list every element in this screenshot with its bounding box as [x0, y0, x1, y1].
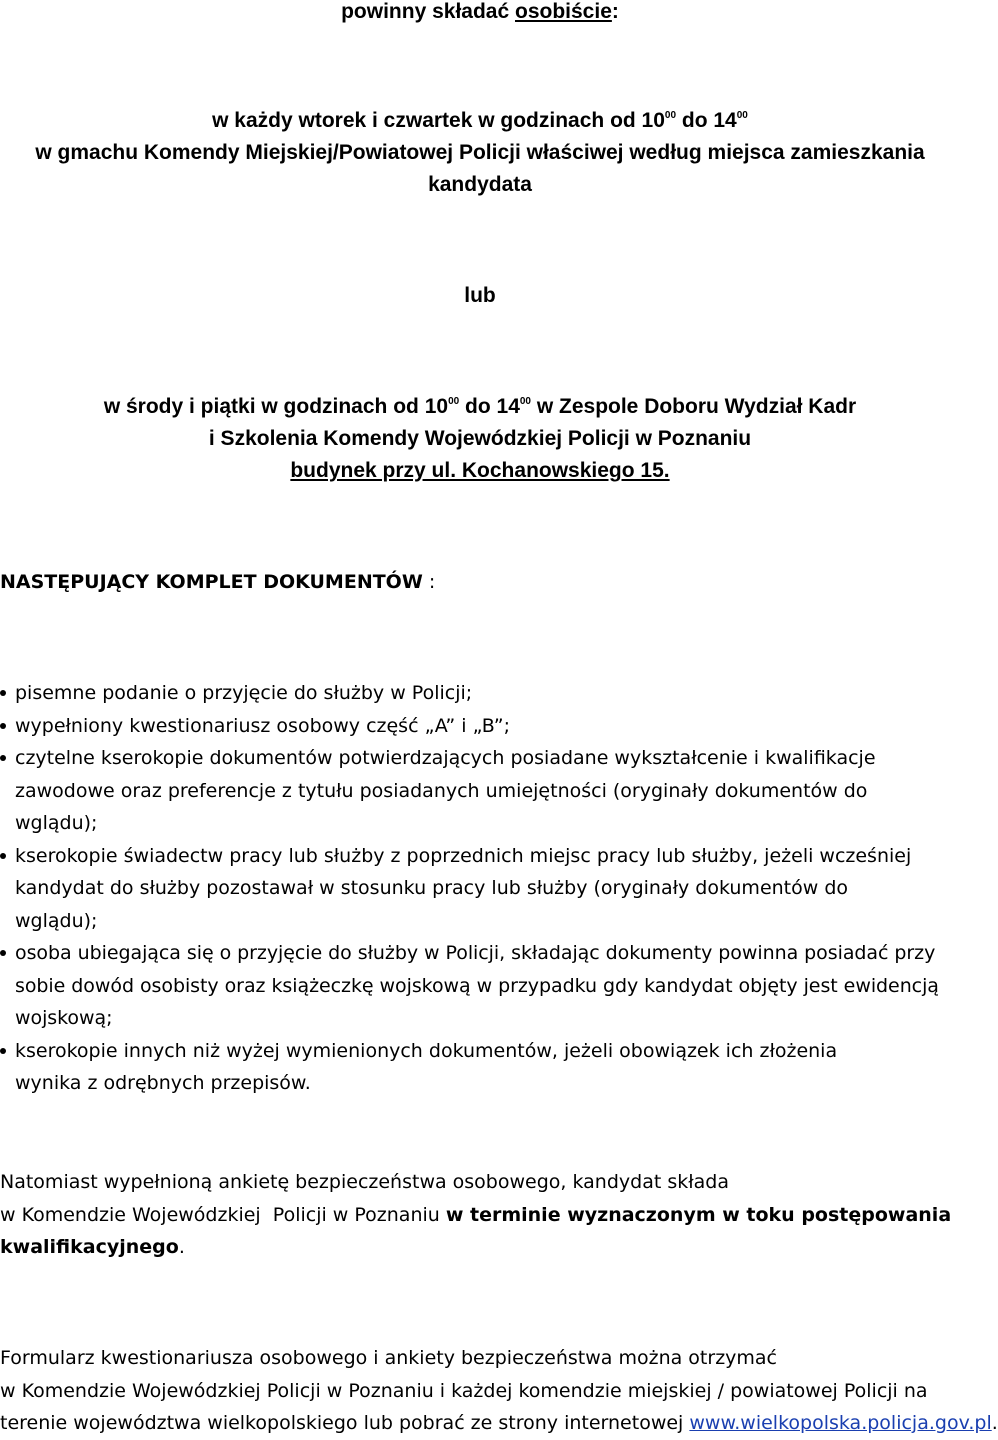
bullet-icon	[0, 950, 6, 956]
schedule-1-time-text: w każdy wtorek i czwartek w godzinach od 10	[212, 109, 665, 132]
list-item	[0, 840, 960, 938]
security-form-bold-text: w terminie wyznaczonym w toku postępowania	[445, 1203, 952, 1226]
security-form-bold-end: kwalifikacyjnego	[0, 1236, 179, 1258]
forms-info-paragraph	[0, 1342, 998, 1440]
list-item-text: czytelne kserokopie dokumentów potwierdzających posiadane wykształcenie i kwalifikacje zawodowe oraz preferencje z tytułu posiadanych umiejętności (oryginały dokumentów do wglądu);	[15, 747, 876, 834]
schedule-1-sup-2: 00	[736, 110, 748, 121]
bullet-icon	[0, 1048, 6, 1054]
website-link[interactable]: www.wielkopolska.policja.gov.pl	[689, 1412, 992, 1434]
security-form-normal-text: w Komendzie Wojewódzkiej Policji w Poznaniu	[0, 1203, 446, 1226]
forms-info-line-2: w Komendzie Wojewódzkiej Policji w Poznaniu i każdej komendzie miejskiej / powiatowej Policji na	[0, 1379, 928, 1402]
list-item	[0, 937, 960, 1035]
list-item-text: kserokopie świadectw pracy lub służby z poprzednich miejsc pracy lub służby, jeżeli wcześniej kandydat do służby pozostawał w stosunku pracy lub służby (oryginały dokumentów do wglądu);	[15, 844, 912, 932]
schedule-1-sup-1: 00	[664, 110, 677, 121]
bullet-icon	[0, 723, 6, 729]
security-form-paragraph	[0, 1166, 960, 1264]
schedule-2-line-1	[0, 391, 960, 423]
intro-underlined-text: osobiście	[515, 0, 612, 23]
bullet-icon	[0, 690, 6, 696]
forms-info-text: terenie województwa wielkopolskiego lub pobrać ze strony internetowej	[0, 1412, 690, 1434]
schedule-1-time-text-2: do 14	[676, 109, 737, 132]
address-text: budynek przy ul. Kochanowskiego 15.	[290, 459, 670, 482]
security-form-line-1: Natomiast wypełnioną ankietę bezpieczeństwa osobowego, kandydat składa	[0, 1171, 729, 1193]
schedule-2-sup-1: 00	[448, 396, 460, 407]
schedule-2-location-text: w Zespole Doboru Wydział Kadr	[531, 395, 857, 418]
schedule-2-time-text: w środy i piątki w godzinach od 10	[103, 395, 449, 418]
intro-colon: :	[611, 0, 619, 23]
forms-info-line-3	[0, 1407, 998, 1440]
list-item-text: kserokopie innych niż wyżej wymienionych dokumentów, jeżeli obowiązek ich złożenia wynika z odrębnych przepisów.	[15, 1039, 838, 1094]
forms-info-line-1: Formularz kwestionariusza osobowego i ankiety bezpieczeństwa można otrzymać	[0, 1347, 778, 1369]
bullet-icon	[0, 755, 6, 761]
list-item-text: osoba ubiegająca się o przyjęcie do służby w Policji, składając dokumenty powinna posiadać przy sobie dowód osobisty oraz książeczkę wojskową w przypadku gdy kandydat objęty jest ewidencją wojskową;	[15, 942, 939, 1029]
documents-list	[0, 677, 960, 1100]
forms-info-period: .	[991, 1412, 998, 1434]
schedule-2-line-2: i Szkolenia Komendy Wojewódzkiej Policji w Poznaniu	[208, 427, 752, 450]
documents-heading	[0, 566, 435, 599]
documents-heading-suffix: :	[422, 571, 436, 593]
list-item-text: pisemne podanie o przyjęcie do służby w Policji;	[15, 682, 473, 704]
security-form-period: .	[178, 1236, 185, 1258]
security-form-line-3	[0, 1231, 960, 1264]
intro-text: powinny składać	[341, 0, 515, 23]
list-item	[0, 710, 960, 743]
bullet-icon	[0, 853, 6, 859]
schedule-2-time-text-2: do 14	[459, 395, 520, 418]
list-item-text: wypełniony kwestionariusz osobowy część „A” i „B”;	[15, 714, 511, 737]
schedule-2-sup-2: 00	[519, 396, 531, 407]
schedule-2-line-3	[0, 455, 960, 487]
separator-lub: lub	[464, 284, 496, 307]
schedule-1-line-3: kandydata	[428, 173, 532, 196]
list-item	[0, 742, 960, 840]
intro-line	[0, 0, 960, 28]
list-item	[0, 677, 960, 710]
security-form-line-2	[0, 1199, 960, 1232]
documents-heading-text: NASTĘPUJĄCY KOMPLET DOKUMENTÓW	[0, 571, 423, 593]
list-item	[0, 1035, 960, 1100]
schedule-1-line-2: w gmachu Komendy Miejskiej/Powiatowej Policji właściwej według miejsca zamieszkania	[35, 141, 925, 164]
schedule-1-line-1	[0, 105, 960, 137]
